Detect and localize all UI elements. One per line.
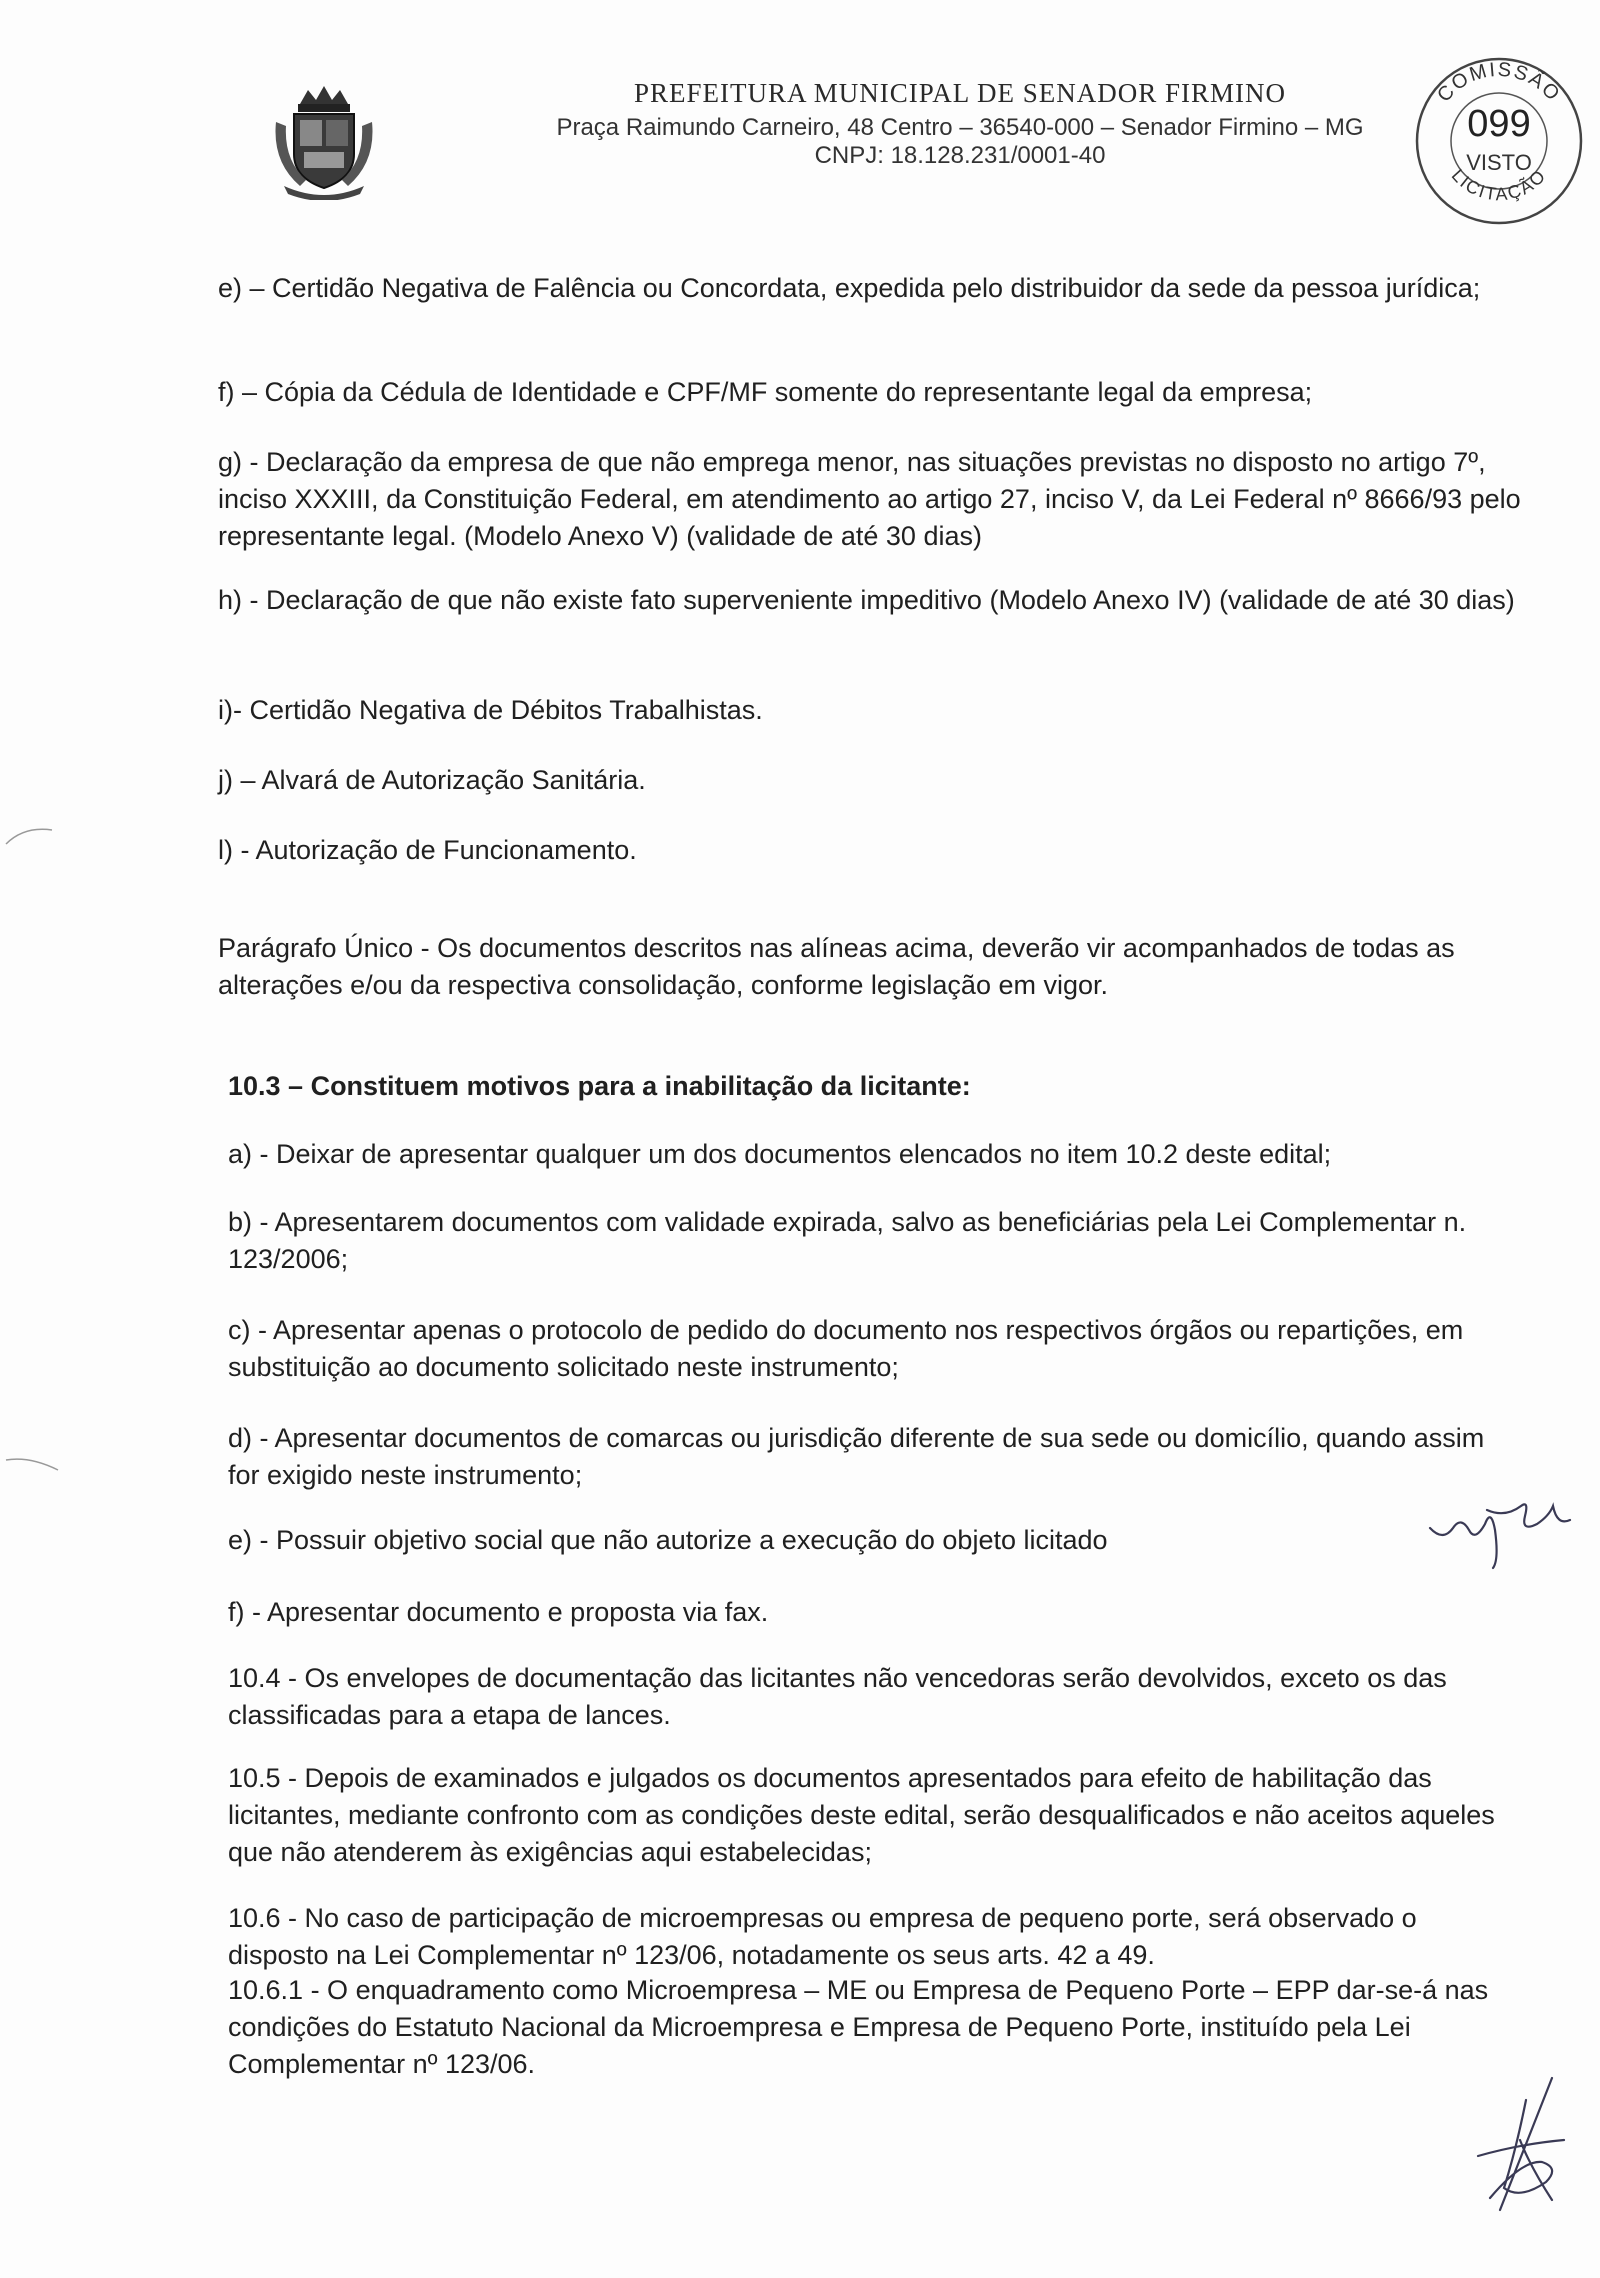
item-h: h) - Declaração de que não existe fato superveniente impeditivo (Modelo Anexo IV) (validade de até 30 dias) bbox=[218, 585, 1515, 615]
item-l: l) - Autorização de Funcionamento. bbox=[218, 835, 637, 865]
commission-stamp bbox=[1404, 46, 1594, 236]
coat-of-arms-icon bbox=[270, 82, 378, 200]
item-i: i)- Certidão Negativa de Débitos Trabalhistas. bbox=[218, 695, 763, 725]
item-j: j) – Alvará de Autorização Sanitária. bbox=[218, 765, 646, 795]
margin-mark-1 bbox=[0, 820, 60, 850]
section-10-3-f: f) - Apresentar documento e proposta via fax. bbox=[228, 1597, 769, 1627]
header-address: Praça Raimundo Carneiro, 48 Centro – 36540-000 – Senador Firmino – MG bbox=[556, 114, 1364, 141]
handwritten-signature-1 bbox=[1425, 1480, 1575, 1570]
section-10-3-d: d) - Apresentar documentos de comarcas ou jurisdição diferente de sua sede ou domicílio, quando assim for exigido neste instrumento; bbox=[228, 1423, 1485, 1490]
handwritten-signature-2 bbox=[1460, 2070, 1580, 2220]
section-10-3-e: e) - Possuir objetivo social que não autorize a execução do objeto licitado bbox=[228, 1525, 1108, 1555]
header-cnpj: CNPJ: 18.128.231/0001-40 bbox=[814, 142, 1106, 169]
stamp-visto: VISTO bbox=[1466, 150, 1532, 175]
stamp-top-text: COMISSÃO bbox=[1433, 58, 1565, 107]
paragrafo-unico: Parágrafo Único - Os documentos descritos nas alíneas acima, deverão vir acompanhados de todas as alterações e/ou da respectiva consolidação, conforme legislação em vigor. bbox=[218, 933, 1455, 1000]
section-10-5: 10.5 - Depois de examinados e julgados os documentos apresentados para efeito de habilitação das licitantes, mediante confronto com as condições deste edital, serão desqualificados e não aceitos aqueles que não atenderem às exigências aqui estabelecidas; bbox=[228, 1763, 1495, 1867]
section-10-4: 10.4 - Os envelopes de documentação das licitantes não vencedoras serão devolvidos, exceto os das classificadas para a etapa de lances. bbox=[228, 1663, 1447, 1730]
section-10-3-a: a) - Deixar de apresentar qualquer um dos documentos elencados no item 10.2 deste edital; bbox=[228, 1139, 1332, 1169]
stamp-bottom-text: LICITAÇÃO bbox=[1447, 165, 1551, 205]
stamp-number: 099 bbox=[1467, 103, 1531, 145]
item-f: f) – Cópia da Cédula de Identidade e CPF/MF somente do representante legal da empresa; bbox=[218, 377, 1313, 407]
section-10-6: 10.6 - No caso de participação de microempresas ou empresa de pequeno porte, será observado o disposto na Lei Complementar nº 123/06, notadamente os seus arts. 42 a 49. bbox=[228, 1903, 1417, 1970]
header-title: PREFEITURA MUNICIPAL DE SENADOR FIRMINO bbox=[633, 78, 1287, 108]
margin-mark-2 bbox=[0, 1450, 60, 1480]
section-10-3-heading: 10.3 – Constituem motivos para a inabilitação da licitante: bbox=[228, 1071, 971, 1101]
section-10-6-1: 10.6.1 - O enquadramento como Microempresa – ME ou Empresa de Pequeno Porte – EPP dar-se-á nas condições do Estatuto Nacional da Microempresa e Empresa de Pequeno Porte, instituído pela Lei Complementar nº 123/06. bbox=[228, 1975, 1489, 2079]
svg-text:COMISSÃO bbox=[1433, 59, 1565, 107]
item-g: g) - Declaração da empresa de que não emprega menor, nas situações previstas no disposto no artigo 7º, inciso XXXIII, da Constituição Federal, em atendimento ao artigo 27, inciso V, da Lei Federal nº 8666/93 pelo representante legal. (Modelo Anexo V) (validade de até 30 dias) bbox=[218, 447, 1521, 551]
section-10-3-b: b) - Apresentarem documentos com validade expirada, salvo as beneficiárias pela Lei Complementar n. 123/2006; bbox=[228, 1207, 1467, 1274]
section-10-3-c: c) - Apresentar apenas o protocolo de pedido do documento nos respectivos órgãos ou repartições, em substituição ao documento solicitado neste instrumento; bbox=[228, 1315, 1464, 1382]
item-e: e) – Certidão Negativa de Falência ou Concordata, expedida pelo distribuidor da sede da pessoa jurídica; bbox=[218, 273, 1481, 303]
